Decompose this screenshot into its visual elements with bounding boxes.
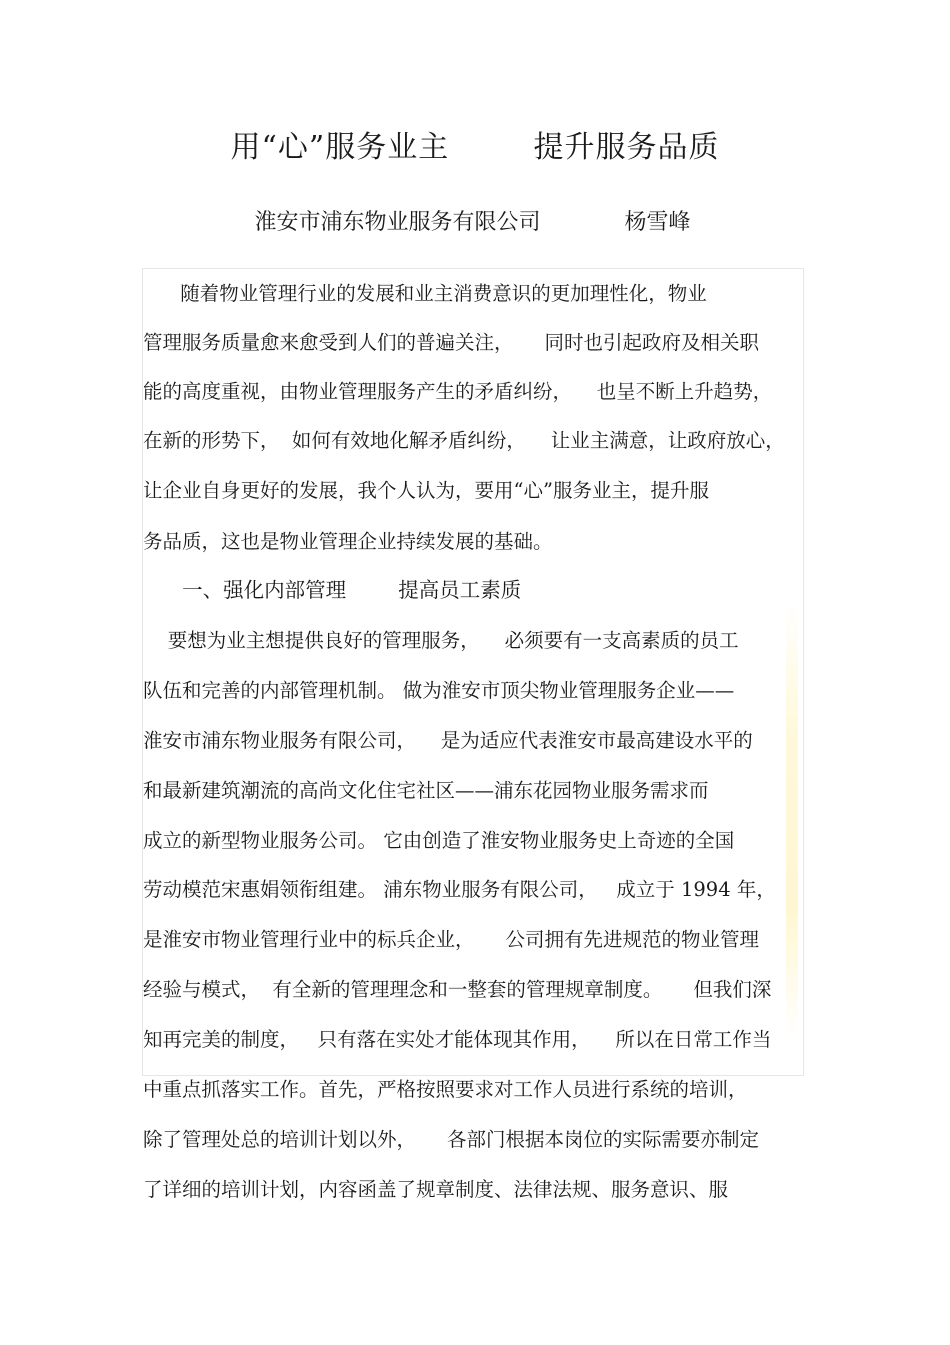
document-title: 用“心”服务业主 提升服务品质 — [230, 130, 720, 165]
section-heading: 一、强化内部管理 提高员工素质 — [143, 578, 522, 602]
body-line-17: 中重点抓落实工作。首先，严格按照要求对工作人员进行系统的培训， — [143, 1078, 748, 1101]
margin-highlight — [786, 600, 798, 1040]
body-line-11: 和最新建筑潮流的高尚文化住宅社区——浦东花园物业服务需求而 — [143, 779, 709, 802]
body-line-15: 经验与模式， 有全新的管理理念和一整套的管理规章制度。 但我们深 — [143, 978, 772, 1001]
body-line-14: 是淮安市物业管理行业中的标兵企业， 公司拥有先进规范的物业管理 — [143, 928, 759, 951]
body-line-4: 在新的形势下， 如何有效地化解矛盾纠纷， 让业主满意，让政府放心， — [143, 429, 785, 452]
body-line-18: 除了管理处总的培训计划以外， 各部门根据本岗位的实际需要亦制定 — [143, 1128, 759, 1151]
body-line-8: 要想为业主想提供良好的管理服务， 必须要有一支高素质的员工 — [143, 629, 739, 652]
body-line-3: 能的高度重视，由物业管理服务产生的矛盾纠纷， 也呈不断上升趋势， — [143, 380, 773, 403]
body-line-10: 淮安市浦东物业服务有限公司， 是为适应代表淮安市最高建设水平的 — [143, 729, 753, 752]
body-line-12: 成立的新型物业服务公司。 它由创造了淮安物业服务史上奇迹的全国 — [143, 829, 735, 852]
body-line-1: 随着物业管理行业的发展和业主消费意识的更加理性化，物业 — [143, 282, 707, 305]
body-line-16: 知再完美的制度， 只有落在实处才能体现其作用， 所以在日常工作当 — [143, 1028, 772, 1051]
body-line-19: 了详细的培训计划，内容函盖了规章制度、法律法规、服务意识、服 — [143, 1178, 729, 1201]
body-line-5: 让企业自身更好的发展，我个人认为，要用“心”服务业主，提升服 — [143, 479, 709, 502]
body-line-6: 务品质，这也是物业管理企业持续发展的基础。 — [143, 530, 553, 553]
body-line-9: 队伍和完善的内部管理机制。 做为淮安市顶尖物业管理服务企业—— — [143, 679, 735, 702]
body-line-2: 管理服务质量愈来愈受到人们的普遍关注， 同时也引起政府及相关职 — [143, 331, 759, 354]
body-line-13: 劳动模范宋惠娟领衔组建。 浦东物业服务有限公司， 成立于 1994 年， — [143, 878, 776, 901]
author-byline: 淮安市浦东物业服务有限公司 杨雪峰 — [254, 210, 691, 235]
